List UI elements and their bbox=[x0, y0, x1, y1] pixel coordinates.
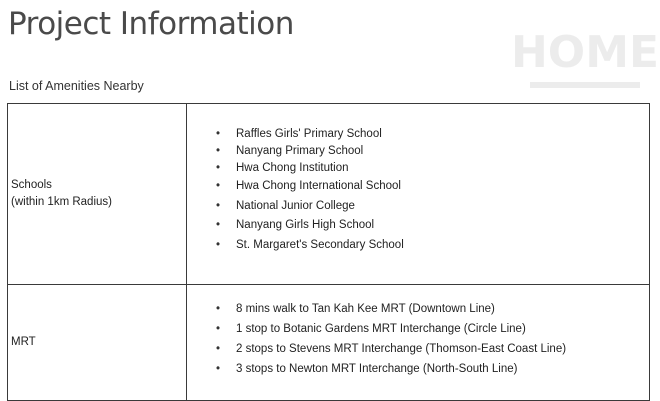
row-label-qualifier: (within 1km Radius) bbox=[11, 196, 112, 208]
bullet-icon: • bbox=[215, 199, 221, 212]
home-logo-watermark-icon bbox=[510, 12, 660, 102]
list-item bbox=[212, 359, 566, 379]
bullet-icon: • bbox=[215, 363, 221, 375]
table-row-mrt bbox=[8, 284, 649, 401]
list-item bbox=[212, 126, 404, 143]
bullet-icon: • bbox=[215, 128, 221, 140]
svg-text:HOME: HOME bbox=[510, 27, 660, 78]
bullet-icon: • bbox=[215, 238, 221, 251]
bullet-icon: • bbox=[215, 303, 221, 315]
row-label-cell bbox=[8, 104, 187, 284]
bullet-icon: • bbox=[215, 343, 221, 355]
amenity-list-cell bbox=[187, 284, 649, 401]
list-item bbox=[212, 339, 566, 359]
list-item bbox=[212, 143, 404, 160]
bullet-icon: • bbox=[215, 162, 221, 174]
list-item-text: 1 stop to Botanic Gardens MRT Interchange (Circle Line) bbox=[236, 323, 526, 335]
bullet-icon: • bbox=[215, 180, 221, 192]
page-title: Project Information bbox=[8, 6, 294, 42]
amenity-list-cell bbox=[187, 104, 649, 284]
list-item-text: Nanyang Girls High School bbox=[236, 219, 375, 231]
list-item bbox=[212, 197, 404, 217]
list-item bbox=[212, 299, 566, 319]
table-row-schools bbox=[8, 104, 649, 285]
list-item-text: St. Margaret's Secondary School bbox=[236, 238, 404, 251]
list-item-text: Raffles Girls' Primary School bbox=[236, 128, 382, 140]
list-item-text: National Junior College bbox=[236, 199, 355, 212]
list-item bbox=[212, 160, 404, 177]
list-item bbox=[212, 236, 404, 256]
amenity-list bbox=[212, 299, 566, 379]
row-label: MRT bbox=[11, 336, 36, 348]
list-item-text: Hwa Chong International School bbox=[236, 180, 401, 192]
list-item bbox=[212, 319, 566, 339]
bullet-icon: • bbox=[215, 219, 221, 231]
row-label: Schools bbox=[11, 179, 52, 191]
list-item bbox=[212, 216, 404, 236]
section-subtitle: List of Amenities Nearby bbox=[9, 79, 144, 93]
list-item-text: 8 mins walk to Tan Kah Kee MRT (Downtown Line) bbox=[236, 303, 495, 315]
list-item-text: 3 stops to Newton MRT Interchange (North-South Line) bbox=[236, 363, 518, 375]
list-item-text: Hwa Chong Institution bbox=[236, 162, 349, 174]
amenities-table bbox=[7, 103, 650, 401]
bullet-icon: • bbox=[215, 145, 221, 157]
amenity-list bbox=[212, 126, 404, 255]
row-label-cell bbox=[8, 284, 187, 401]
list-item-text: 2 stops to Stevens MRT Interchange (Thomson-East Coast Line) bbox=[236, 343, 567, 355]
bullet-icon: • bbox=[215, 323, 221, 335]
list-item bbox=[212, 177, 404, 197]
list-item-text: Nanyang Primary School bbox=[236, 145, 364, 157]
